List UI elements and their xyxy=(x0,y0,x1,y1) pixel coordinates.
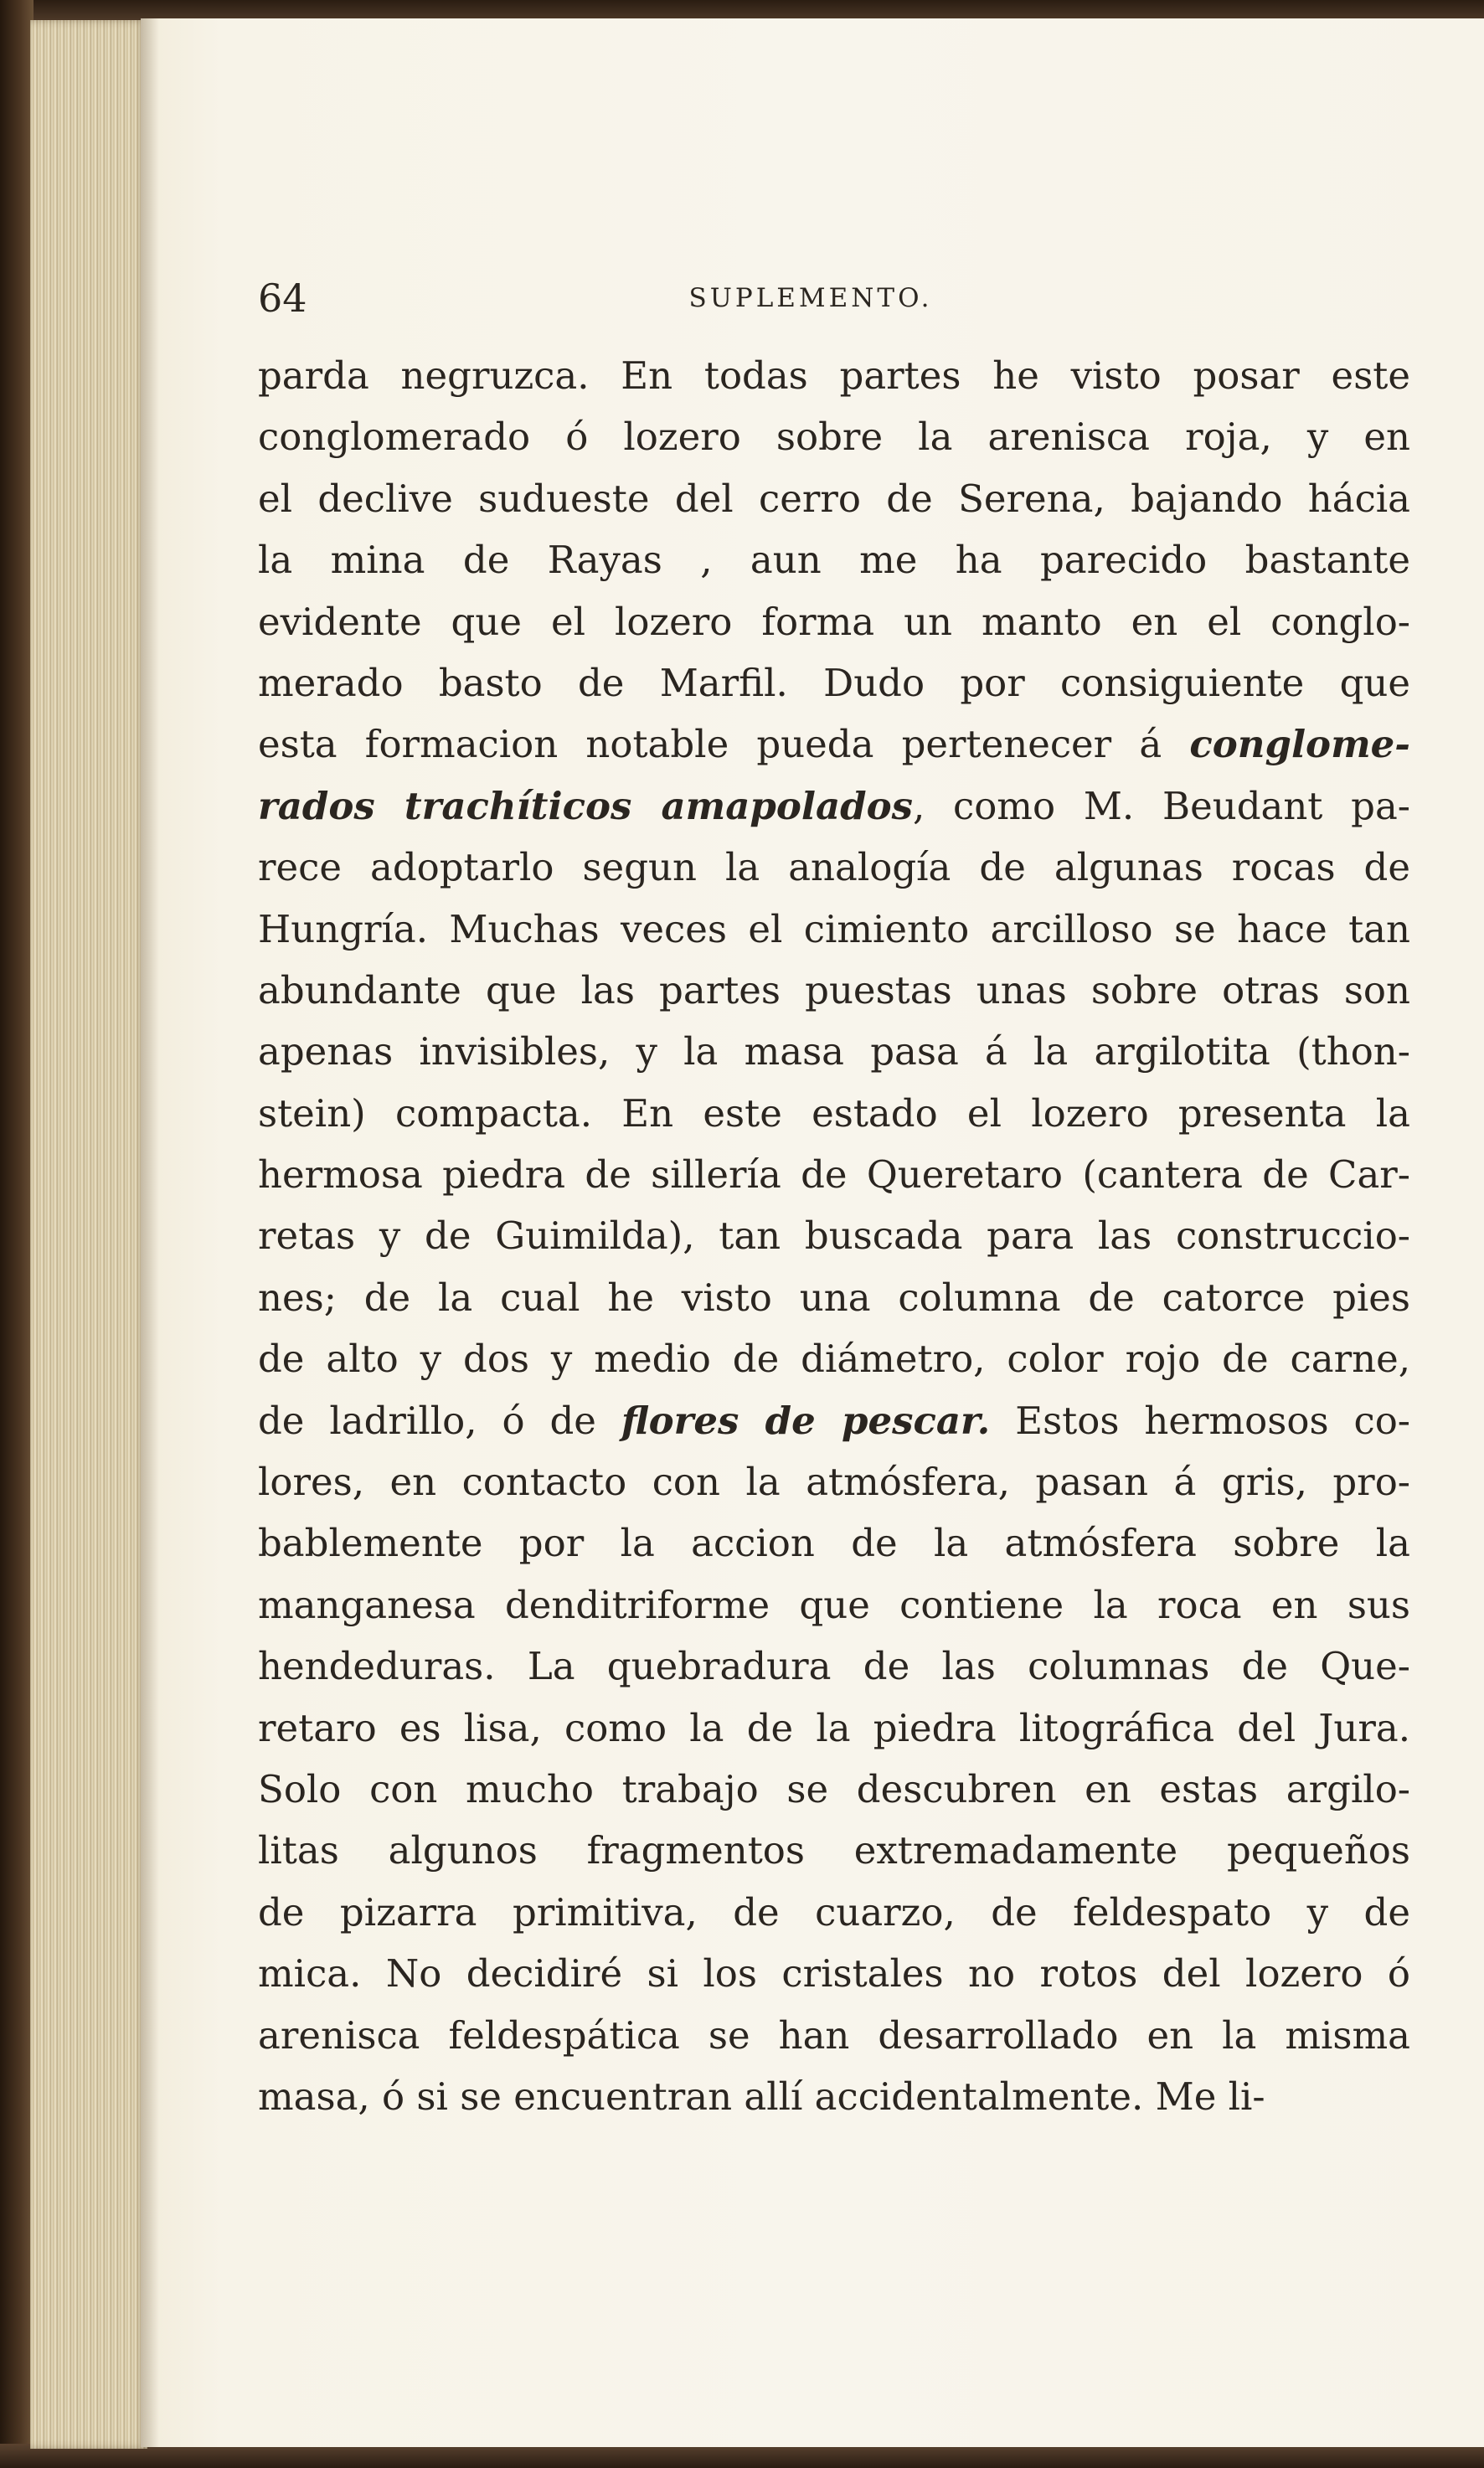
page-header xyxy=(258,272,1410,324)
text-line: hendeduras. La quebradura de las columnas de Que- xyxy=(258,1644,1410,1689)
text-line: mica. No decidiré si los cristales no rotos del lozero ó xyxy=(258,1951,1410,1997)
text-line: parda negruzca. En todas partes he visto posar este xyxy=(258,353,1410,398)
page-number: 64 xyxy=(258,276,307,321)
italic-phrase: flores de pescar. xyxy=(621,1398,991,1443)
text-line: manganesa denditriforme que contiene la roca en sus xyxy=(258,1582,1410,1627)
text-line: rece adoptarlo segun la analogía de algunas rocas de xyxy=(258,845,1410,890)
text-line: conglomerado ó lozero sobre la arenisca roja, y en xyxy=(258,415,1410,460)
text-line: masa, ó si se encuentran allí accidentalmente. Me li- xyxy=(258,2074,1265,2119)
page-edges xyxy=(30,20,147,2449)
text-line: abundante que las partes puestas unas sobre otras son xyxy=(258,967,1410,1012)
text-line: retas y de Guimilda), tan buscada para las construccio- xyxy=(258,1213,1410,1259)
text-line: evidente que el lozero forma un manto en el conglo- xyxy=(258,599,1410,644)
text-segment: esta formacion notable pueda pertenecer á xyxy=(258,722,1190,767)
body-text xyxy=(258,345,1410,2127)
text-line: de pizarra primitiva, de cuarzo, de feldespato y de xyxy=(258,1889,1410,1935)
text-line: hermosa piedra de sillería de Queretaro (cantera de Car- xyxy=(258,1152,1410,1198)
text-line: nes; de la cual he visto una columna de catorce pies xyxy=(258,1275,1410,1320)
italic-phrase: rados trachíticos amapolados xyxy=(258,783,913,828)
text-line: bablemente por la accion de la atmósfera sobre la xyxy=(258,1521,1410,1566)
book-cover-left xyxy=(0,0,33,2468)
text-line xyxy=(258,775,1410,837)
text-line: Hungría. Muchas veces el cimiento arcilloso se hace tan xyxy=(258,906,1410,951)
text-line xyxy=(258,714,1410,775)
text-segment: , como M. Beudant pa- xyxy=(912,783,1411,828)
text-line: arenisca feldespática se han desarrollado en la misma xyxy=(258,2012,1410,2058)
text-line: la mina de Rayas , aun me ha parecido bastante xyxy=(258,538,1410,583)
running-title: SUPLEMENTO. xyxy=(688,283,933,313)
text-line: el declive sudueste del cerro de Serena, bajando hácia xyxy=(258,476,1410,521)
text-line: merado basto de Marfil. Dudo por consiguiente que xyxy=(258,660,1410,705)
text-line: retaro es lisa, como la de la piedra litográfica del Jura. xyxy=(258,1705,1410,1750)
gutter-shadow xyxy=(141,18,159,2447)
text-line: Solo con mucho trabajo se descubren en estas argilo- xyxy=(258,1766,1410,1811)
text-line xyxy=(258,1390,1410,1451)
text-segment: de ladrillo, ó de xyxy=(258,1398,621,1443)
italic-phrase: conglome- xyxy=(1189,722,1410,767)
text-line: stein) compacta. En este estado el lozero presenta la xyxy=(258,1090,1410,1136)
text-line: lores, en contacto con la atmósfera, pasan á gris, pro- xyxy=(258,1460,1410,1505)
text-segment: Estos hermosos co- xyxy=(990,1398,1410,1443)
book-cover-bottom xyxy=(0,2444,1484,2468)
text-line: apenas invisibles, y la masa pasa á la argilotita (thon- xyxy=(258,1029,1410,1074)
text-line: de alto y dos y medio de diámetro, color rojo de carne, xyxy=(258,1337,1410,1382)
text-line: litas algunos fragmentos extremadamente pequeños xyxy=(258,1828,1410,1873)
